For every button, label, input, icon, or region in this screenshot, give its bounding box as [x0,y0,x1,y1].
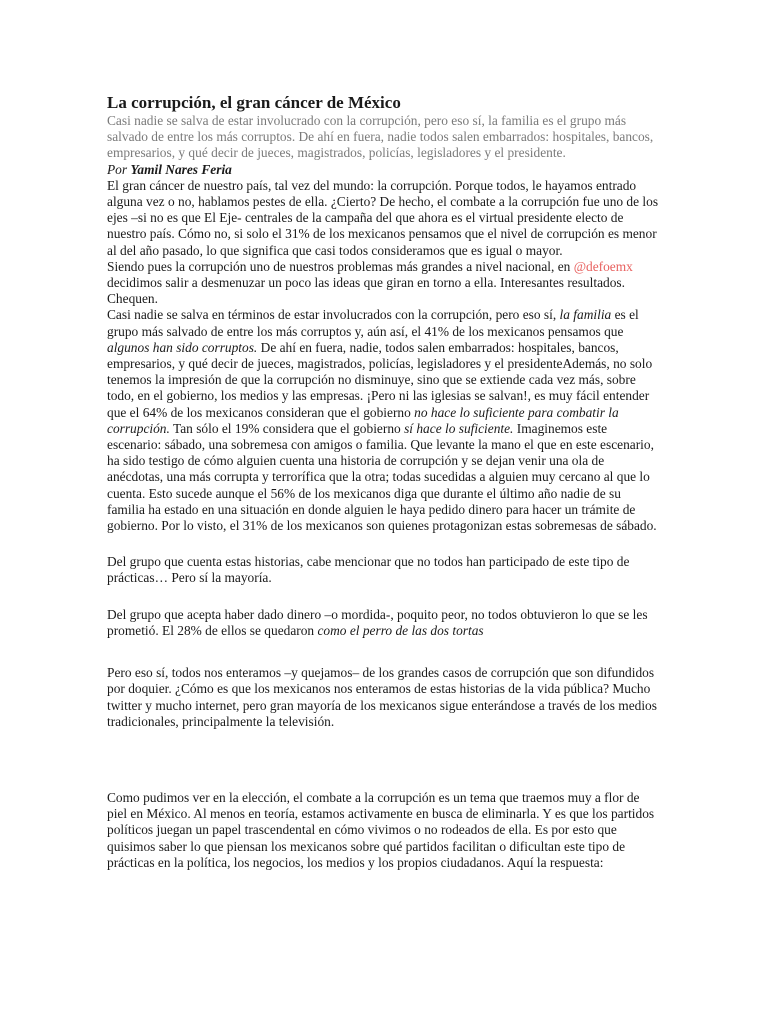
paragraph-2-text-a: Siendo pues la corrupción uno de nuestros problemas más grandes a nivel nacional, en [107,258,574,274]
paragraph-5-italic: como el perro de las dos tortas [317,622,484,638]
spacer [107,730,659,790]
paragraph-4: Del grupo que cuenta estas historias, cabe mencionar que no todos han participado de este tipo de prácticas… Pero sí la mayoría. [107,554,630,586]
paragraph-3 [107,307,659,534]
paragraph-3-italic-1: la familia [559,307,612,323]
paragraph-3-italic-3: no hace lo suficiente para combatir la corrupción. [107,404,619,436]
paragraph-5-text-a: Del grupo que acepta haber dado dinero –o mordida-, poquito peor, no todos obtuvieron lo que se les prometió. El 28% de ellos se quedaron [107,606,648,638]
paragraph-7: Como pudimos ver en la elección, el combate a la corrupción es un tema que traemos muy a flor de piel en México. Al menos en teoría, estamos activamente en busca de eliminarla. Y es que los partidos políticos juegan un papel trascendental en cómo vivimos o no rodeados de ella. Es por esto que quisimos saber lo que piensan los mexicanos sobre qué partidos facilitan o dificultan este tipo de prácticas en la política, los negocios, los medios y los propios ciudadanos. Aquí la respuesta: [107,789,655,870]
paragraph-2 [107,259,659,308]
article-body [107,93,659,871]
paragraph-3-italic-2: algunos han sido corruptos. [107,339,258,355]
spacer [107,639,659,665]
paragraph-3-text-c: De ahí en fuera, nadie, todos salen embarrados: hospitales, bancos, empresarios, y qué decir de jueces, magistrados, policías, legisladores y el presidenteAdemás, no solo tenemos la impresión de que la corrupción no disminuye, sino que se extiende cada vez más, sobre todo, en el gobierno, los medios y las empresas. ¡Pero ni las iglesias se salvan!, es muy fácil entender que el 64% de los mexicanos consideran que el gobierno [107,339,653,420]
article-title: La corrupción, el gran cáncer de México [107,93,401,112]
paragraph-5 [107,607,659,639]
paragraph-3-text-a: Casi nadie se salva en términos de estar involucrados con la corrupción, pero eso sí, [107,307,560,323]
paragraph-2-text-b: decidimos salir a desmenuzar un poco las ideas que giran en torno a ella. Interesantes resultados. Chequen. [107,275,625,307]
spacer [107,587,659,607]
byline-prefix: Por [107,161,131,177]
paragraph-1: El gran cáncer de nuestro país, tal vez del mundo: la corrupción. Porque todos, le hayamos entrado alguna vez o no, hablamos pestes de ella. ¿Cierto? De hecho, el combate a la corrupción fue uno de los ejes –si no es que El Eje- centrales de la campaña del que ahora es el virtual presidente electo de nuestro país. Cómo no, si solo el 31% de los mexicanos pensamos que el nivel de corrupción es menor al del año pasado, lo que significa que casi todos consideramos que es igual o mayor. [107,177,659,258]
paragraph-3-italic-4: sí hace lo suficiente. [404,420,514,436]
paragraph-3-text-b: es el grupo más salvado de entre los más corruptos y, aún así, el 41% de los mexicanos pensamos que [107,307,639,339]
byline [107,162,659,178]
paragraph-3-text-d: Tan sólo el 19% considera que el gobierno [169,420,405,436]
paragraph-6: Pero eso sí, todos nos enteramos –y quejamos– de los grandes casos de corrupción que son difundidos por doquier. ¿Cómo es que los mexicanos nos enteramos de estas historias de la vida pública? Mucho twitter y mucho internet, pero gran mayoría de los mexicanos sigue enterándose a través de los medios tradicionales, principalmente la televisión. [107,665,657,729]
twitter-mention-link[interactable]: @defoemx [573,258,633,274]
spacer [107,534,659,554]
author-name: Yamil Nares Feria [130,161,232,177]
paragraph-3-text-e: Imaginemos este escenario: sábado, una sobremesa con amigos o familia. Que levante la mano el que en este escenario, ha sido testigo de cómo alguien cuenta una historia de corrupción y se dejan venir una ola de anécdotas, una más corrupta y terrorífica que la otra; todas sucedidas a alguien muy cercano al que lo cuenta. Esto sucede aunque el 56% de los mexicanos diga que durante el último año nadie de su familia ha estado en una situación en donde alguien le haya pedido dinero para hacer un trámite de gobierno. Por lo visto, el 31% de los mexicanos son quienes protagonizan estas sobremesas de sábado. [107,420,657,534]
article-lead: Casi nadie se salva de estar involucrado con la corrupción, pero eso sí, la familia es el grupo más salvado de entre los más corruptos. De ahí en fuera, nadie todos salen embarrados: hospitales, bancos, empresarios, y qué decir de jueces, magistrados, policías, legisladores y el presidente. [107,113,654,161]
